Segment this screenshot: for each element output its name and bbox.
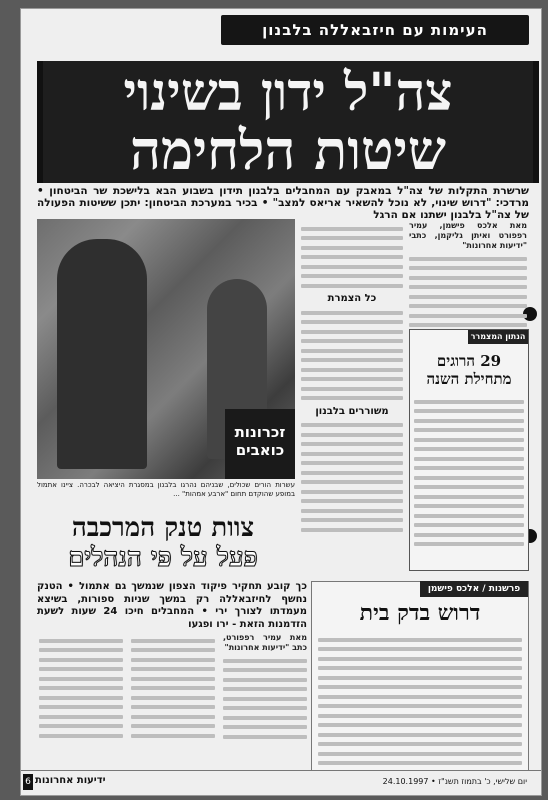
- subhead-all-brass: כל הצמרת: [327, 293, 377, 304]
- tank-article-headline: [51, 513, 275, 577]
- subhead-lebanon: משוררים בלבנון: [315, 405, 389, 417]
- main-article-col-2: [301, 221, 403, 571]
- newspaper-name: ידיעות אחרונות: [35, 775, 106, 786]
- tank-col-3: [39, 633, 123, 743]
- stat-box-text: [414, 394, 524, 552]
- headline-block: [37, 61, 539, 183]
- photo-figure-soldier: [57, 239, 147, 469]
- issue-date: יום שלישי, כ' בתמוז תשנ"ז • 24.10.1997: [382, 777, 527, 786]
- analysis-box: [311, 581, 529, 777]
- newspaper-page: [20, 8, 542, 796]
- stat-box-tag: הנתון המצמרר: [468, 330, 528, 344]
- stat-box: [409, 329, 529, 571]
- section-banner: [221, 15, 529, 45]
- tank-headline-line-1: צוות טנק המרכבה: [71, 513, 255, 543]
- tank-article-body: [37, 633, 307, 773]
- page-number: 6: [23, 774, 33, 790]
- subheadline: שרשרת התקלות של צה"ל במאבק עם המחבלים בלבנון תידון בשבוע הבא בלישכת שר הביטחון • מרדכי: "דרוש שינוי, לא נוכל להשאיר אריאס למצב" • בכיר במערכת הביטחון: יתכן ששיטות הפעולה של צה"ל בלבנון ישתנו אם הרגל: [37, 185, 529, 221]
- analysis-text: [318, 632, 522, 771]
- analysis-label: פרשנות / אלכס פישמן: [420, 581, 528, 597]
- news-photo: [37, 219, 295, 479]
- tank-col-2: [131, 633, 215, 743]
- photo-caption: עשרות הורים שכולים, שבניהם נהרגו בלבנון במסגרת היציאה לבכרה. ציינו אתמול במופע שהוקדם תחום "ארבע אמהות" ...: [37, 481, 295, 498]
- page-footer: [21, 770, 541, 795]
- photo-label-line-2: כואבים: [235, 441, 285, 459]
- section-banner-text: העימות עם חיזבאללה בלבנון: [262, 21, 488, 39]
- tank-article-subhead: כך קובע תחקיר פיקוד הצפון שנמשך גם אתמול • הטנק נחשף לחיזבאללה רק במשך שניות ספורות, בשיצא מעמדתו לצורך ירי • המחבלים חיכו 24 שעות לשעת הזדמנות הזאת - ירו ופגעו: [37, 581, 308, 630]
- headline-line-2: שיטות הלחימה: [129, 118, 447, 182]
- main-article-col-1: [409, 221, 527, 325]
- analysis-title: דרוש בדק בית: [359, 600, 481, 626]
- headline-line-1: צה"ל ידון בשינוי: [123, 62, 453, 123]
- photo-label-line-1: זכרונות: [234, 423, 286, 441]
- stat-box-title: 29 הרוגים מתחילת השנה: [426, 352, 512, 388]
- photo-label: [225, 409, 295, 479]
- tank-col-1: [223, 633, 307, 744]
- tank-headline-line-2: פעל על פי הנהלים: [68, 543, 258, 573]
- tank-article-byline: מאת עמיר רפפורט, כתב "ידיעות אחרונות": [223, 633, 307, 652]
- main-article-byline: מאת אלכס פישמן, עמיר רפפורט ואיתן גליקמן, כתבי "ידיעות אחרונות": [409, 221, 527, 250]
